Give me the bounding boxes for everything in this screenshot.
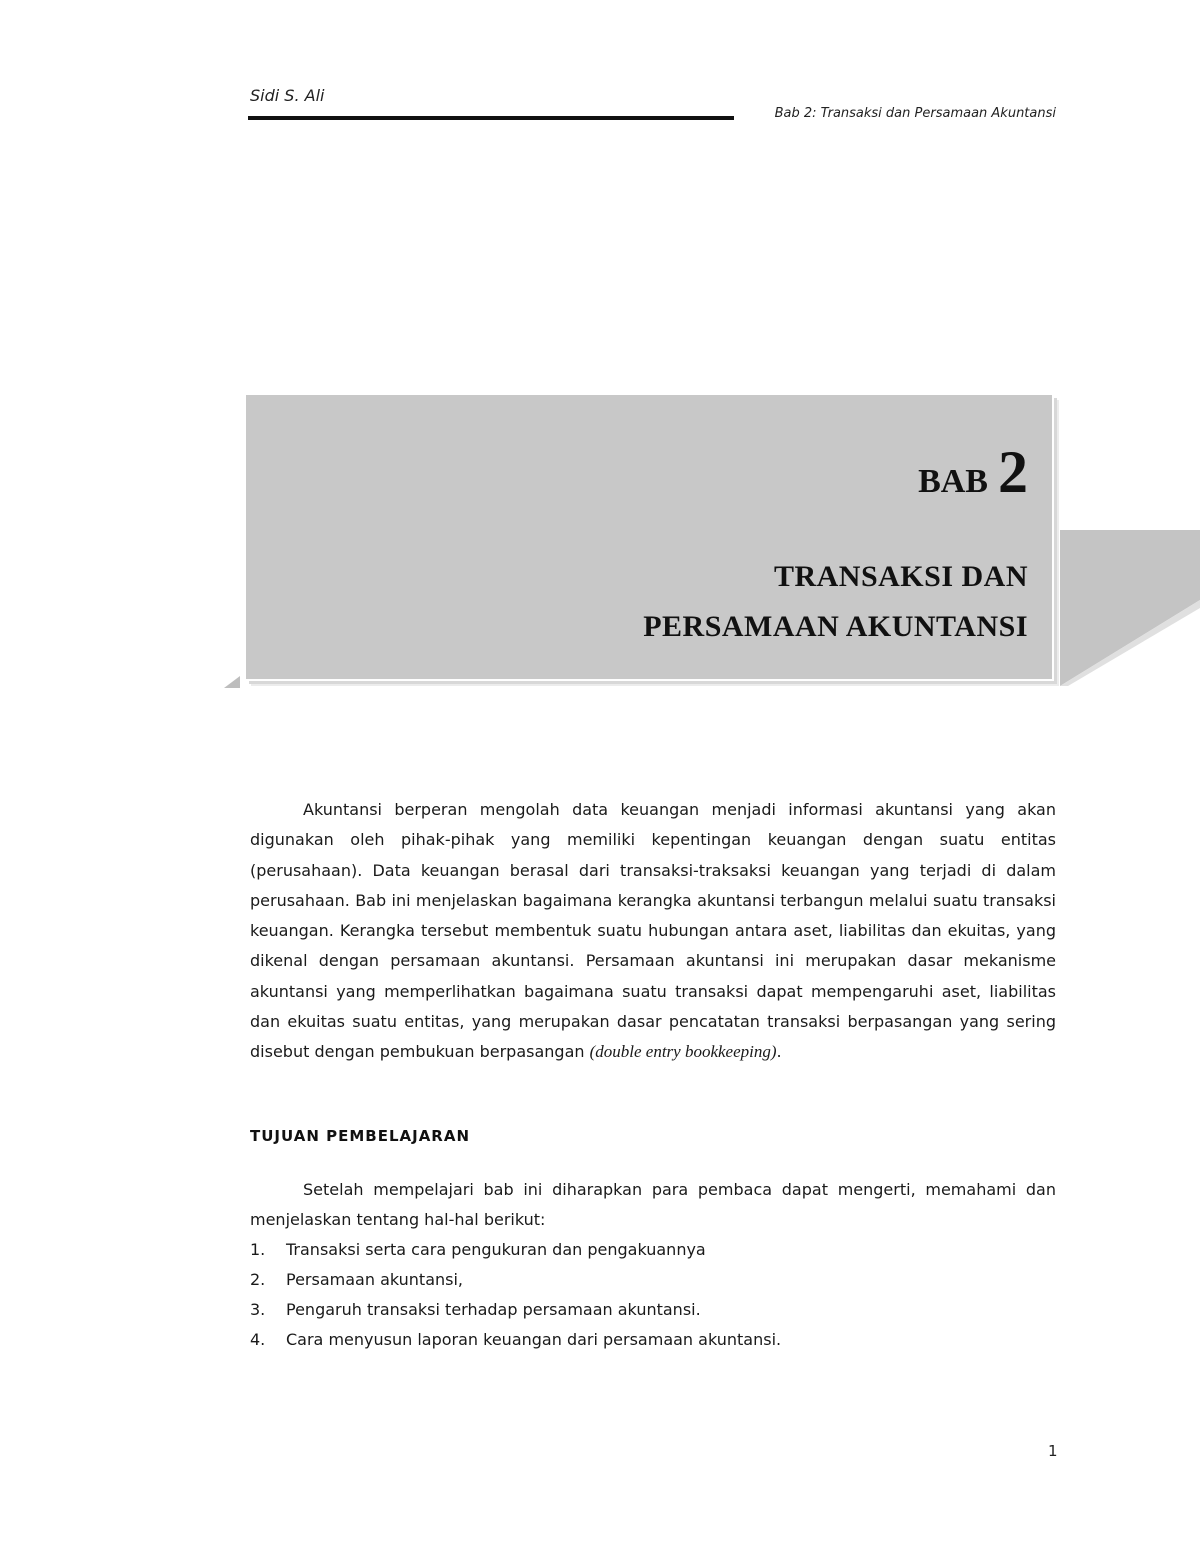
- header-chapter-ref: Bab 2: Transaksi dan Persamaan Akuntansi: [774, 106, 1056, 121]
- header-author: Sidi S. Ali: [250, 86, 325, 105]
- chapter-word: BAB: [918, 463, 988, 500]
- intro-paragraph: [250, 795, 1056, 1068]
- list-item-number: 3.: [250, 1300, 266, 1319]
- page-number: 1: [1048, 1442, 1058, 1460]
- list-item: [250, 1235, 781, 1265]
- header-rule: [248, 116, 734, 120]
- chapter-label: [918, 438, 1028, 507]
- intro-end: .: [776, 1042, 782, 1062]
- chapter-title-line-1: TRANSAKSI DAN: [773, 560, 1028, 593]
- list-item-number: 2.: [250, 1270, 266, 1289]
- banner-corner-mark: [224, 676, 240, 688]
- list-item-text: Pengaruh transaksi terhadap persamaan akuntansi.: [286, 1300, 701, 1319]
- chapter-title: [643, 552, 1028, 652]
- objectives-lead: Setelah mempelajari bab ini diharapkan para pembaca dapat mengerti, memahami dan menjelaskan tentang hal-hal berikut:: [250, 1180, 1056, 1230]
- list-item-number: 1.: [250, 1240, 266, 1259]
- section-heading: TUJUAN PEMBELAJARAN: [250, 1127, 471, 1145]
- list-item: [250, 1325, 781, 1355]
- list-item-number: 4.: [250, 1330, 266, 1349]
- intro-text: Akuntansi berperan mengolah data keuangan menjadi informasi akuntansi yang akan digunakan oleh pihak-pihak yang memiliki kepentingan keuangan dengan suatu entitas (perusahaan). Data keuangan berasal dari transaksi-traksaksi keuangan yang terjadi di dalam perusahaan. Bab ini menjelaskan bagaimana kerangka akuntansi terbangun melalui suatu transaksi keuangan. Kerangka tersebut membentuk suatu hubungan antara aset, liabilitas dan ekuitas, yang dikenal dengan persamaan akuntansi. Persamaan akuntansi ini merupakan dasar mekanisme akuntansi yang memperlihatkan bagaimana suatu transaksi dapat mempengaruhi aset, liabilitas dan ekuitas suatu entitas, yang merupakan dasar pencatatan transaksi berpasangan yang sering disebut dengan pembukuan berpasangan: [250, 800, 1056, 1062]
- list-item: [250, 1265, 781, 1295]
- list-item-text: Persamaan akuntansi,: [286, 1270, 464, 1289]
- chapter-title-line-2: PERSAMAAN AKUNTANSI: [643, 610, 1028, 643]
- intro-emphasis: (double entry bookkeeping): [589, 1042, 777, 1062]
- chapter-number: 2: [998, 439, 1028, 505]
- banner-side-wedge: [1060, 530, 1200, 686]
- objectives-list: [250, 1235, 781, 1355]
- list-item-text: Cara menyusun laporan keuangan dari persamaan akuntansi.: [286, 1330, 782, 1349]
- list-item: [250, 1295, 781, 1325]
- list-item-text: Transaksi serta cara pengukuran dan pengakuannya: [286, 1240, 706, 1259]
